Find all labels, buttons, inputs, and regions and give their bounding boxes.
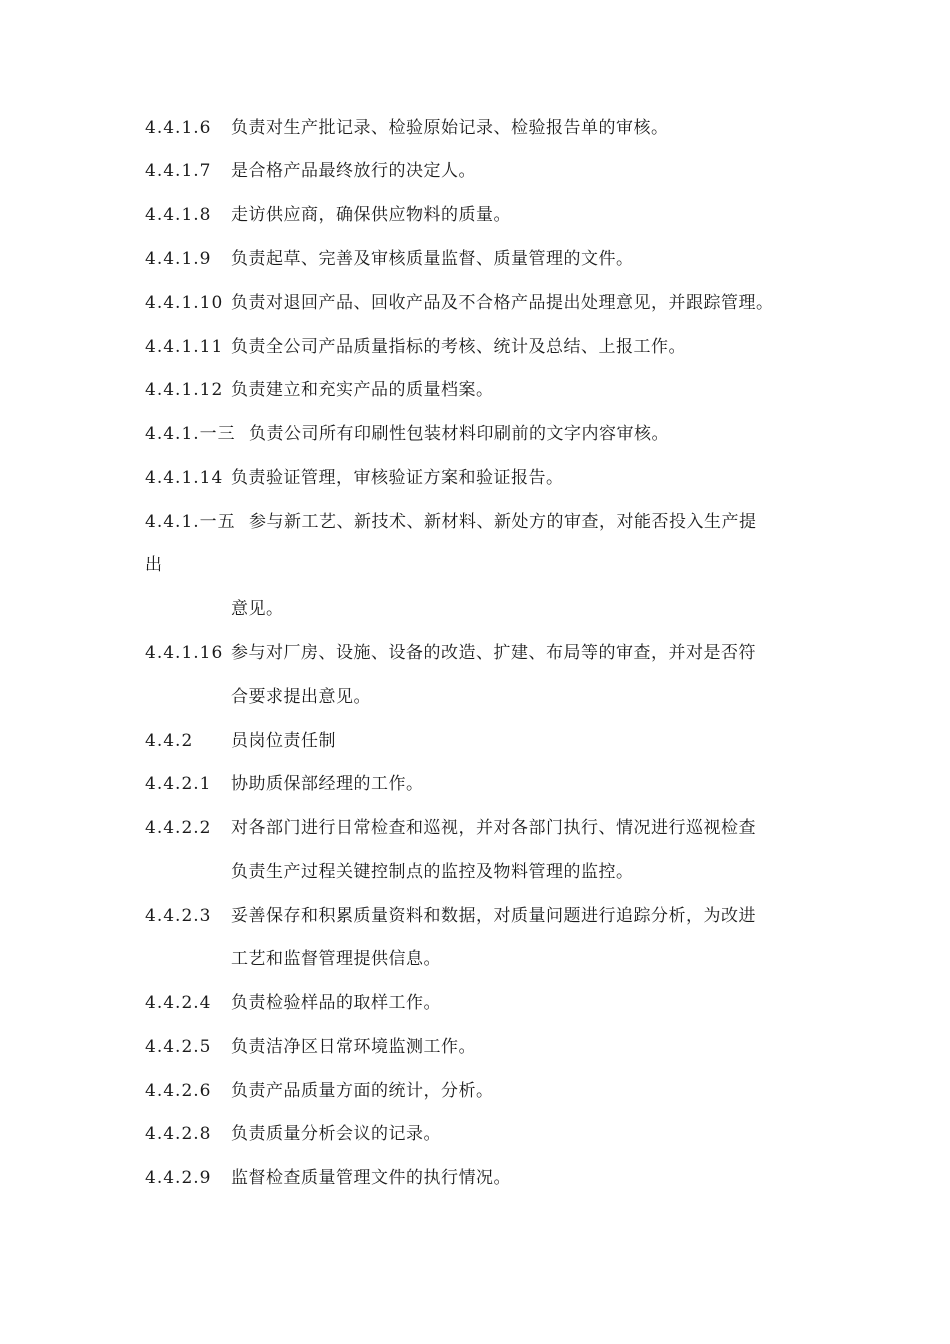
clause-text: 是合格产品最终放行的决定人。: [231, 161, 476, 181]
clause-number: 4.4.1.7: [145, 161, 212, 181]
clause-text: 负责产品质量方面的统计，分析。: [231, 1081, 494, 1101]
clause-number: 4.4.1.14: [145, 468, 224, 488]
clause-text: 监督检查质量管理文件的执行情况。: [231, 1168, 511, 1188]
clause-text: 负责起草、完善及审核质量监督、质量管理的文件。: [231, 249, 634, 269]
clause-number: 4.4.1.8: [145, 205, 212, 225]
clause-number: 4.4.2.5: [145, 1037, 212, 1057]
clause-number: 4.4.1.一三: [145, 424, 236, 444]
clause-number: 4.4.1.11: [145, 337, 224, 357]
clause-4-4-2-3: [145, 904, 756, 928]
clause-number: 4.4.1.9: [145, 249, 212, 269]
clause-number: 4.4.1.16: [145, 643, 224, 663]
clause-4-4-2-2: [145, 816, 756, 840]
clause-4-4-2-5: [145, 1035, 476, 1059]
clause-text: 负责对生产批记录、检验原始记录、检验报告单的审核。: [231, 118, 669, 138]
clause-text: 负责质量分析会议的记录。: [231, 1124, 441, 1144]
clause-number: 4.4.2.3: [145, 906, 212, 926]
clause-text: 负责对退回产品、回收产品及不合格产品提出处理意见，并跟踪管理。: [231, 293, 774, 313]
clause-text: 负责公司所有印刷性包装材料印刷前的文字内容审核。: [249, 424, 669, 444]
section-4-4-2: [145, 729, 336, 753]
clause-4-4-1-9: [145, 247, 634, 271]
section-number: 4.4.2: [145, 731, 194, 751]
clause-4-4-1-12: [145, 378, 494, 402]
clause-4-4-2-6: [145, 1079, 494, 1103]
clause-continuation: 负责生产过程关键控制点的监控及物料管理的监控。: [231, 862, 634, 882]
clause-number: 4.4.2.8: [145, 1124, 212, 1144]
clause-text: 负责全公司产品质量指标的考核、统计及总结、上报工作。: [231, 337, 686, 357]
clause-text: 对各部门进行日常检查和巡视，并对各部门执行、情况进行巡视检查: [231, 818, 756, 838]
clause-number: 4.4.2.2: [145, 818, 212, 838]
clause-number: 4.4.1.12: [145, 380, 224, 400]
clause-continuation: 合要求提出意见。: [231, 687, 371, 707]
clause-4-4-1-8: [145, 203, 511, 227]
clause-4-4-1-10: [145, 291, 774, 315]
clause-text: 负责洁净区日常环境监测工作。: [231, 1037, 476, 1057]
clause-4-4-1-7: [145, 159, 476, 183]
clause-text: 参与对厂房、设施、设备的改造、扩建、布局等的审查，并对是否符: [231, 643, 756, 663]
clause-4-4-1-15: [145, 510, 757, 534]
clause-4-4-2-9: [145, 1166, 511, 1190]
clause-text: 负责建立和充实产品的质量档案。: [231, 380, 494, 400]
clause-text: 负责检验样品的取样工作。: [231, 993, 441, 1013]
clause-4-4-1-14: [145, 466, 564, 490]
clause-continuation: 工艺和监督管理提供信息。: [231, 949, 441, 969]
clause-text: 负责验证管理，审核验证方案和验证报告。: [231, 468, 564, 488]
clause-text: 参与新工艺、新技术、新材料、新处方的审查，对能否投入生产提: [249, 512, 757, 532]
clause-number: 4.4.1.6: [145, 118, 212, 138]
section-heading: 员岗位责任制: [231, 731, 336, 751]
clause-number: 4.4.2.6: [145, 1081, 212, 1101]
clause-4-4-2-1: [145, 772, 424, 796]
clause-text: 走访供应商，确保供应物料的质量。: [231, 205, 511, 225]
clause-4-4-1-11: [145, 335, 686, 359]
clause-4-4-1-13: [145, 422, 669, 446]
clause-number: 4.4.2.4: [145, 993, 212, 1013]
clause-text: 协助质保部经理的工作。: [231, 774, 424, 794]
clause-continuation: 意见。: [231, 599, 284, 619]
clause-number: 4.4.2.1: [145, 774, 212, 794]
clause-text: 妥善保存和积累质量资料和数据，对质量问题进行追踪分析，为改进: [231, 906, 756, 926]
clause-wrap-text: 出: [145, 555, 163, 575]
clause-number: 4.4.1.10: [145, 293, 224, 313]
clause-4-4-1-6: [145, 116, 669, 140]
clause-number: 4.4.2.9: [145, 1168, 212, 1188]
clause-4-4-2-8: [145, 1122, 441, 1146]
clause-4-4-1-16: [145, 641, 756, 665]
clause-4-4-2-4: [145, 991, 441, 1015]
clause-number: 4.4.1.一五: [145, 512, 236, 532]
